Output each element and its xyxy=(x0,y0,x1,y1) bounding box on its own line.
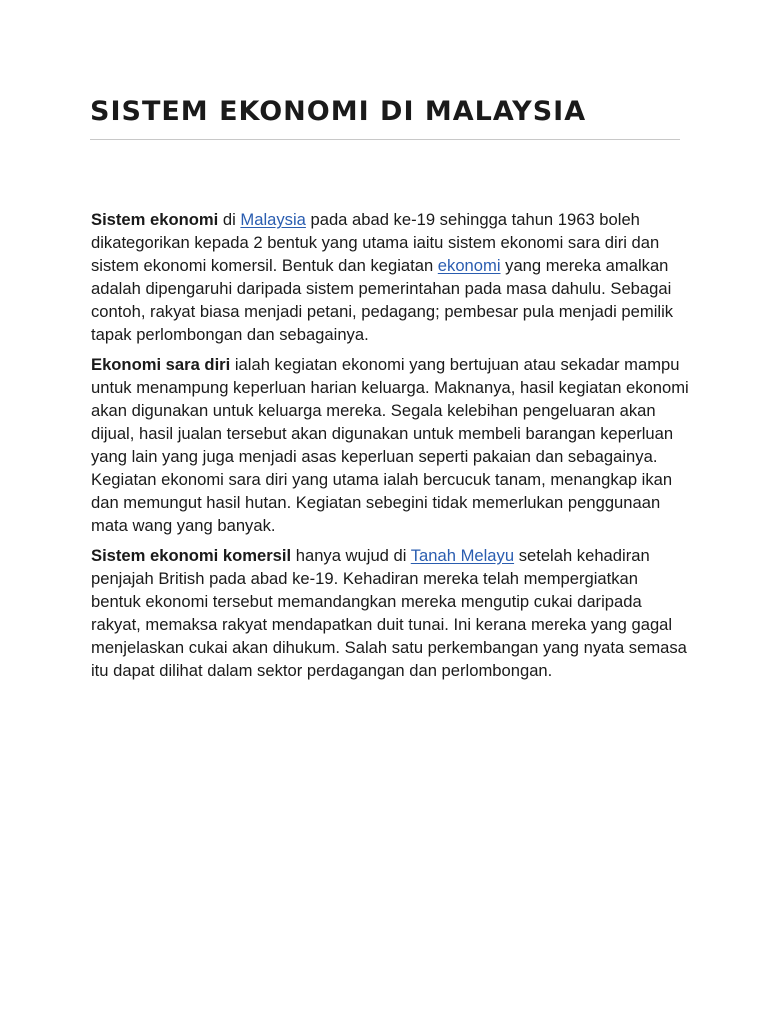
text-run: yang mereka amalkan adalah dipengaruhi daripada sistem pemerintahan pada masa dahulu. Sebagai contoh, rakyat biasa menjadi petani, pedagang; pembesar pula menjadi pemilik tapak perlombongan dan sebagainya. xyxy=(91,256,674,344)
title-divider xyxy=(90,139,680,140)
bold-term-ekonomi-sara-diri: Ekonomi sara diri xyxy=(91,355,231,374)
paragraph-komersil xyxy=(91,544,691,682)
link-malaysia[interactable]: Malaysia xyxy=(240,210,306,229)
link-tanah-melayu[interactable]: Tanah Melayu xyxy=(410,546,515,565)
bold-term-sistem-ekonomi-komersil: Sistem ekonomi komersil xyxy=(91,546,292,565)
bold-term-sistem-ekonomi: Sistem ekonomi xyxy=(91,210,219,229)
link-ekonomi[interactable]: ekonomi xyxy=(437,256,501,275)
page-title: SISTEM EKONOMI DI MALAYSIA xyxy=(90,96,587,127)
text-run: hanya wujud di xyxy=(291,546,411,565)
paragraph-sara-diri xyxy=(91,353,691,537)
text-run: di xyxy=(218,210,241,229)
text-run: ialah kegiatan ekonomi yang bertujuan atau sekadar mampu untuk menampung keperluan harian keluarga. Maknanya, hasil kegiatan ekonomi akan digunakan untuk keluarga mereka. Segala kelebihan pengeluaran akan dijual, hasil jualan tersebut akan digunakan untuk membeli barangan keperluan yang lain yang juga menjadi asas keperluan seperti pakaian dan sebagainya. Kegiatan ekonomi sara diri yang utama ialah bercucuk tanam, menangkap ikan dan memungut hasil hutan. Kegiatan sebegini tidak memerlukan penggunaan mata wang yang banyak. xyxy=(91,355,689,535)
text-run: setelah kehadiran penjajah British pada abad ke-19. Kehadiran mereka telah mempergiatkan bentuk ekonomi tersebut memandangkan mereka mengutip cukai daripada rakyat, memaksa rakyat mendapatkan duit tunai. Ini kerana mereka yang gagal menjelaskan cukai akan dihukum. Salah satu perkembangan yang nyata semasa itu dapat dilihat dalam sektor perdagangan dan perlombongan. xyxy=(91,546,687,680)
paragraph-intro xyxy=(91,208,691,346)
article-body xyxy=(91,208,691,689)
text-run: pada abad ke-19 sehingga tahun 1963 boleh dikategorikan kepada 2 bentuk yang utama iaitu sistem ekonomi sara diri dan sistem ekonomi komersil. Bentuk dan kegiatan xyxy=(91,210,660,275)
